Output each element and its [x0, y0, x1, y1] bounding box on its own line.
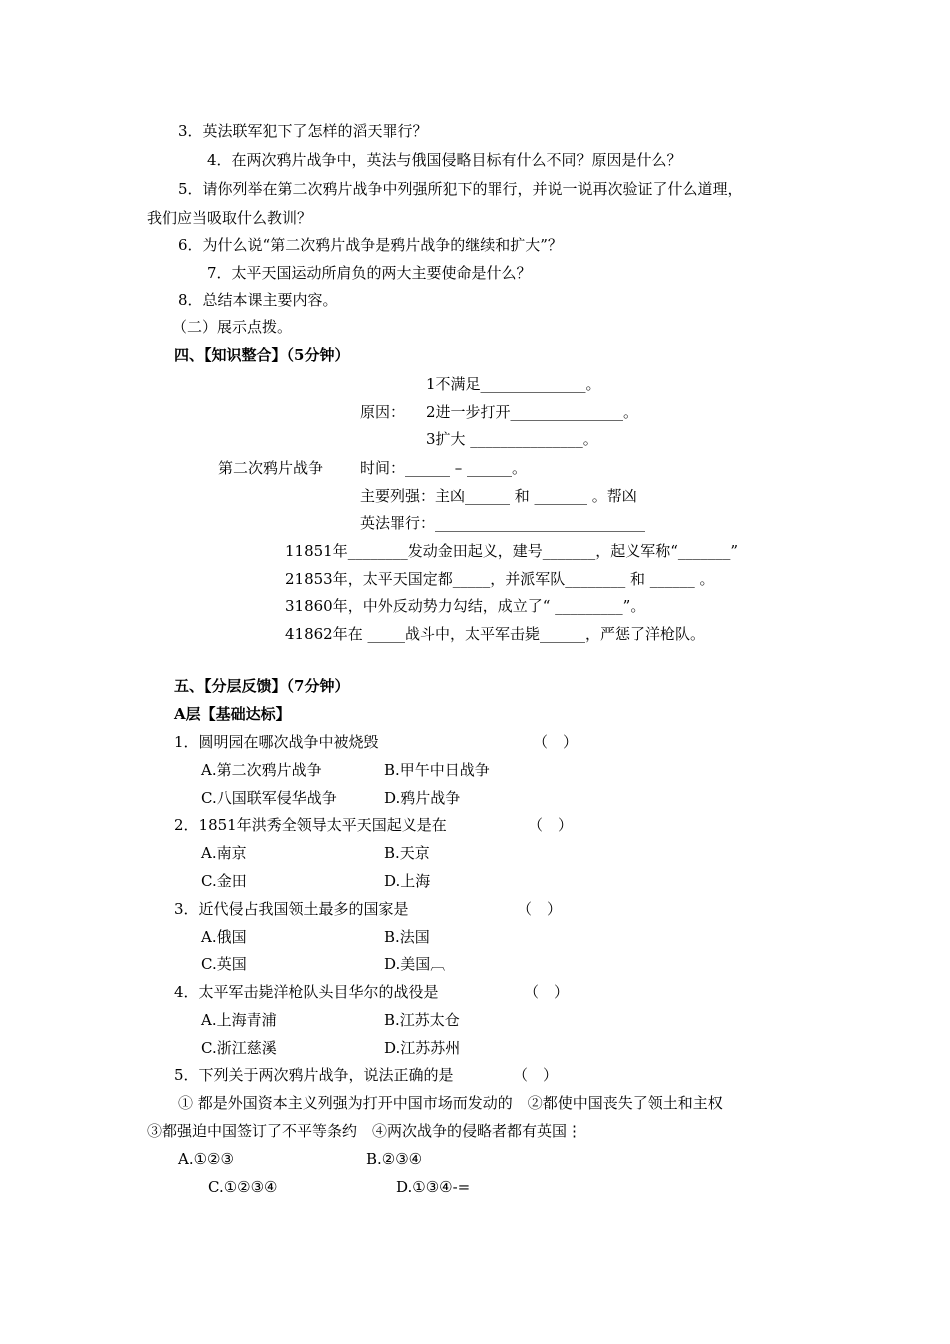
q5-statement-line-1: ① 都是外国资本主义列强为打开中国市场而发动的 ②都使中国丧失了领土和主权	[178, 1094, 723, 1112]
q4-option-d[interactable]: D.江苏苏州	[384, 1039, 461, 1057]
anglo-french-crimes: 英法罪行：____________________________	[360, 514, 646, 532]
mc-question-2-answer[interactable]: （ ）	[528, 816, 574, 834]
q1-option-b[interactable]: B.甲午中日战争	[384, 761, 490, 779]
q1-option-a[interactable]: A.第二次鸦片战争	[201, 761, 322, 779]
main-powers: 主要列强：主凶______ 和 _______ 。帮凶	[360, 487, 637, 505]
cause-3: 3扩大 _______________。	[426, 430, 598, 448]
section-4-heading: 四、【知识整合】（5分钟）	[174, 346, 350, 364]
subheading-display: （二）展示点拨。	[172, 318, 293, 336]
mc-question-1-answer[interactable]: （ ）	[533, 733, 579, 751]
taiping-point-4: 41862年在 _____战斗中，太平军击毙______，严惩了洋枪队。	[285, 625, 705, 643]
q5-option-b[interactable]: B.②③④	[366, 1150, 423, 1168]
q4-option-b[interactable]: B.江苏太仓	[384, 1011, 460, 1029]
cause-label: 原因：	[360, 403, 406, 421]
question-6: 6．为什么说“第二次鸦片战争是鸦片战争的继续和扩大”？	[178, 236, 563, 254]
q1-option-c[interactable]: C.八国联军侵华战争	[201, 789, 337, 807]
q5-option-d[interactable]: D.①③④-=	[396, 1178, 471, 1196]
question-7: 7．太平天国运动所肩负的两大主要使命是什么？	[207, 264, 532, 282]
q2-option-c[interactable]: C.金田	[201, 872, 247, 890]
q1-option-d[interactable]: D.鸦片战争	[384, 789, 461, 807]
q3-option-d[interactable]: D.美国︹	[384, 955, 446, 973]
q2-option-b[interactable]: B.天京	[384, 844, 430, 862]
q5-option-a[interactable]: A.①②③	[178, 1150, 234, 1168]
question-4: 4．在两次鸦片战争中，英法与俄国侵略目标有什么不同？原因是什么？	[207, 151, 682, 169]
mc-question-2-stem: 2．1851年洪秀全领导太平天国起义是在	[174, 816, 447, 834]
q4-option-a[interactable]: A.上海青浦	[201, 1011, 277, 1029]
mc-question-5-stem: 5．下列关于两次鸦片战争，说法正确的是	[174, 1066, 454, 1084]
mc-question-4-answer[interactable]: （ ）	[524, 983, 570, 1001]
taiping-point-1: 11851年________发动金田起义，建号_______，起义军称“_______”	[285, 542, 739, 560]
mc-question-5-answer[interactable]: （ ）	[513, 1066, 559, 1084]
war-label: 第二次鸦片战争	[218, 459, 324, 477]
q2-option-a[interactable]: A.南京	[201, 844, 247, 862]
level-a-heading: A层【基础达标】	[174, 705, 291, 723]
cause-2: 2进一步打开_______________。	[426, 403, 639, 421]
question-5-line2: 我们应当吸取什么教训？	[147, 209, 313, 227]
q3-option-c[interactable]: C.英国	[201, 955, 247, 973]
mc-question-4-stem: 4．太平军击毙洋枪队头目华尔的战役是	[174, 983, 439, 1001]
question-5-line1: 5．请你列举在第二次鸦片战争中列强所犯下的罪行，并说一说再次验证了什么道理，	[178, 180, 743, 198]
mc-question-1-stem: 1．圆明园在哪次战争中被烧毁	[174, 733, 379, 751]
question-3: 3．英法联军犯下了怎样的滔天罪行？	[178, 122, 428, 140]
q3-option-a[interactable]: A.俄国	[201, 928, 247, 946]
q4-option-c[interactable]: C.浙江慈溪	[201, 1039, 277, 1057]
mc-question-3-stem: 3．近代侵占我国领土最多的国家是	[174, 900, 409, 918]
taiping-point-2: 21853年，太平天国定都_____，并派军队________ 和 ______ 。	[285, 570, 715, 588]
cause-1: 1不满足______________。	[426, 375, 601, 393]
mc-question-3-answer[interactable]: （ ）	[517, 900, 563, 918]
q2-option-d[interactable]: D.上海	[384, 872, 431, 890]
q3-option-b[interactable]: B.法国	[384, 928, 430, 946]
war-time: 时间：______ – ______。	[360, 459, 528, 477]
q5-option-c[interactable]: C.①②③④	[208, 1178, 278, 1196]
section-5-heading: 五、【分层反馈】（7分钟）	[174, 677, 350, 695]
q5-statement-line-2: ③都强迫中国签订了不平等条约 ④两次战争的侵略者都有英国⋮	[147, 1122, 583, 1140]
taiping-point-3: 31860年，中外反动势力勾结，成立了“ _________”。	[285, 597, 646, 615]
question-8: 8．总结本课主要内容。	[178, 291, 338, 309]
